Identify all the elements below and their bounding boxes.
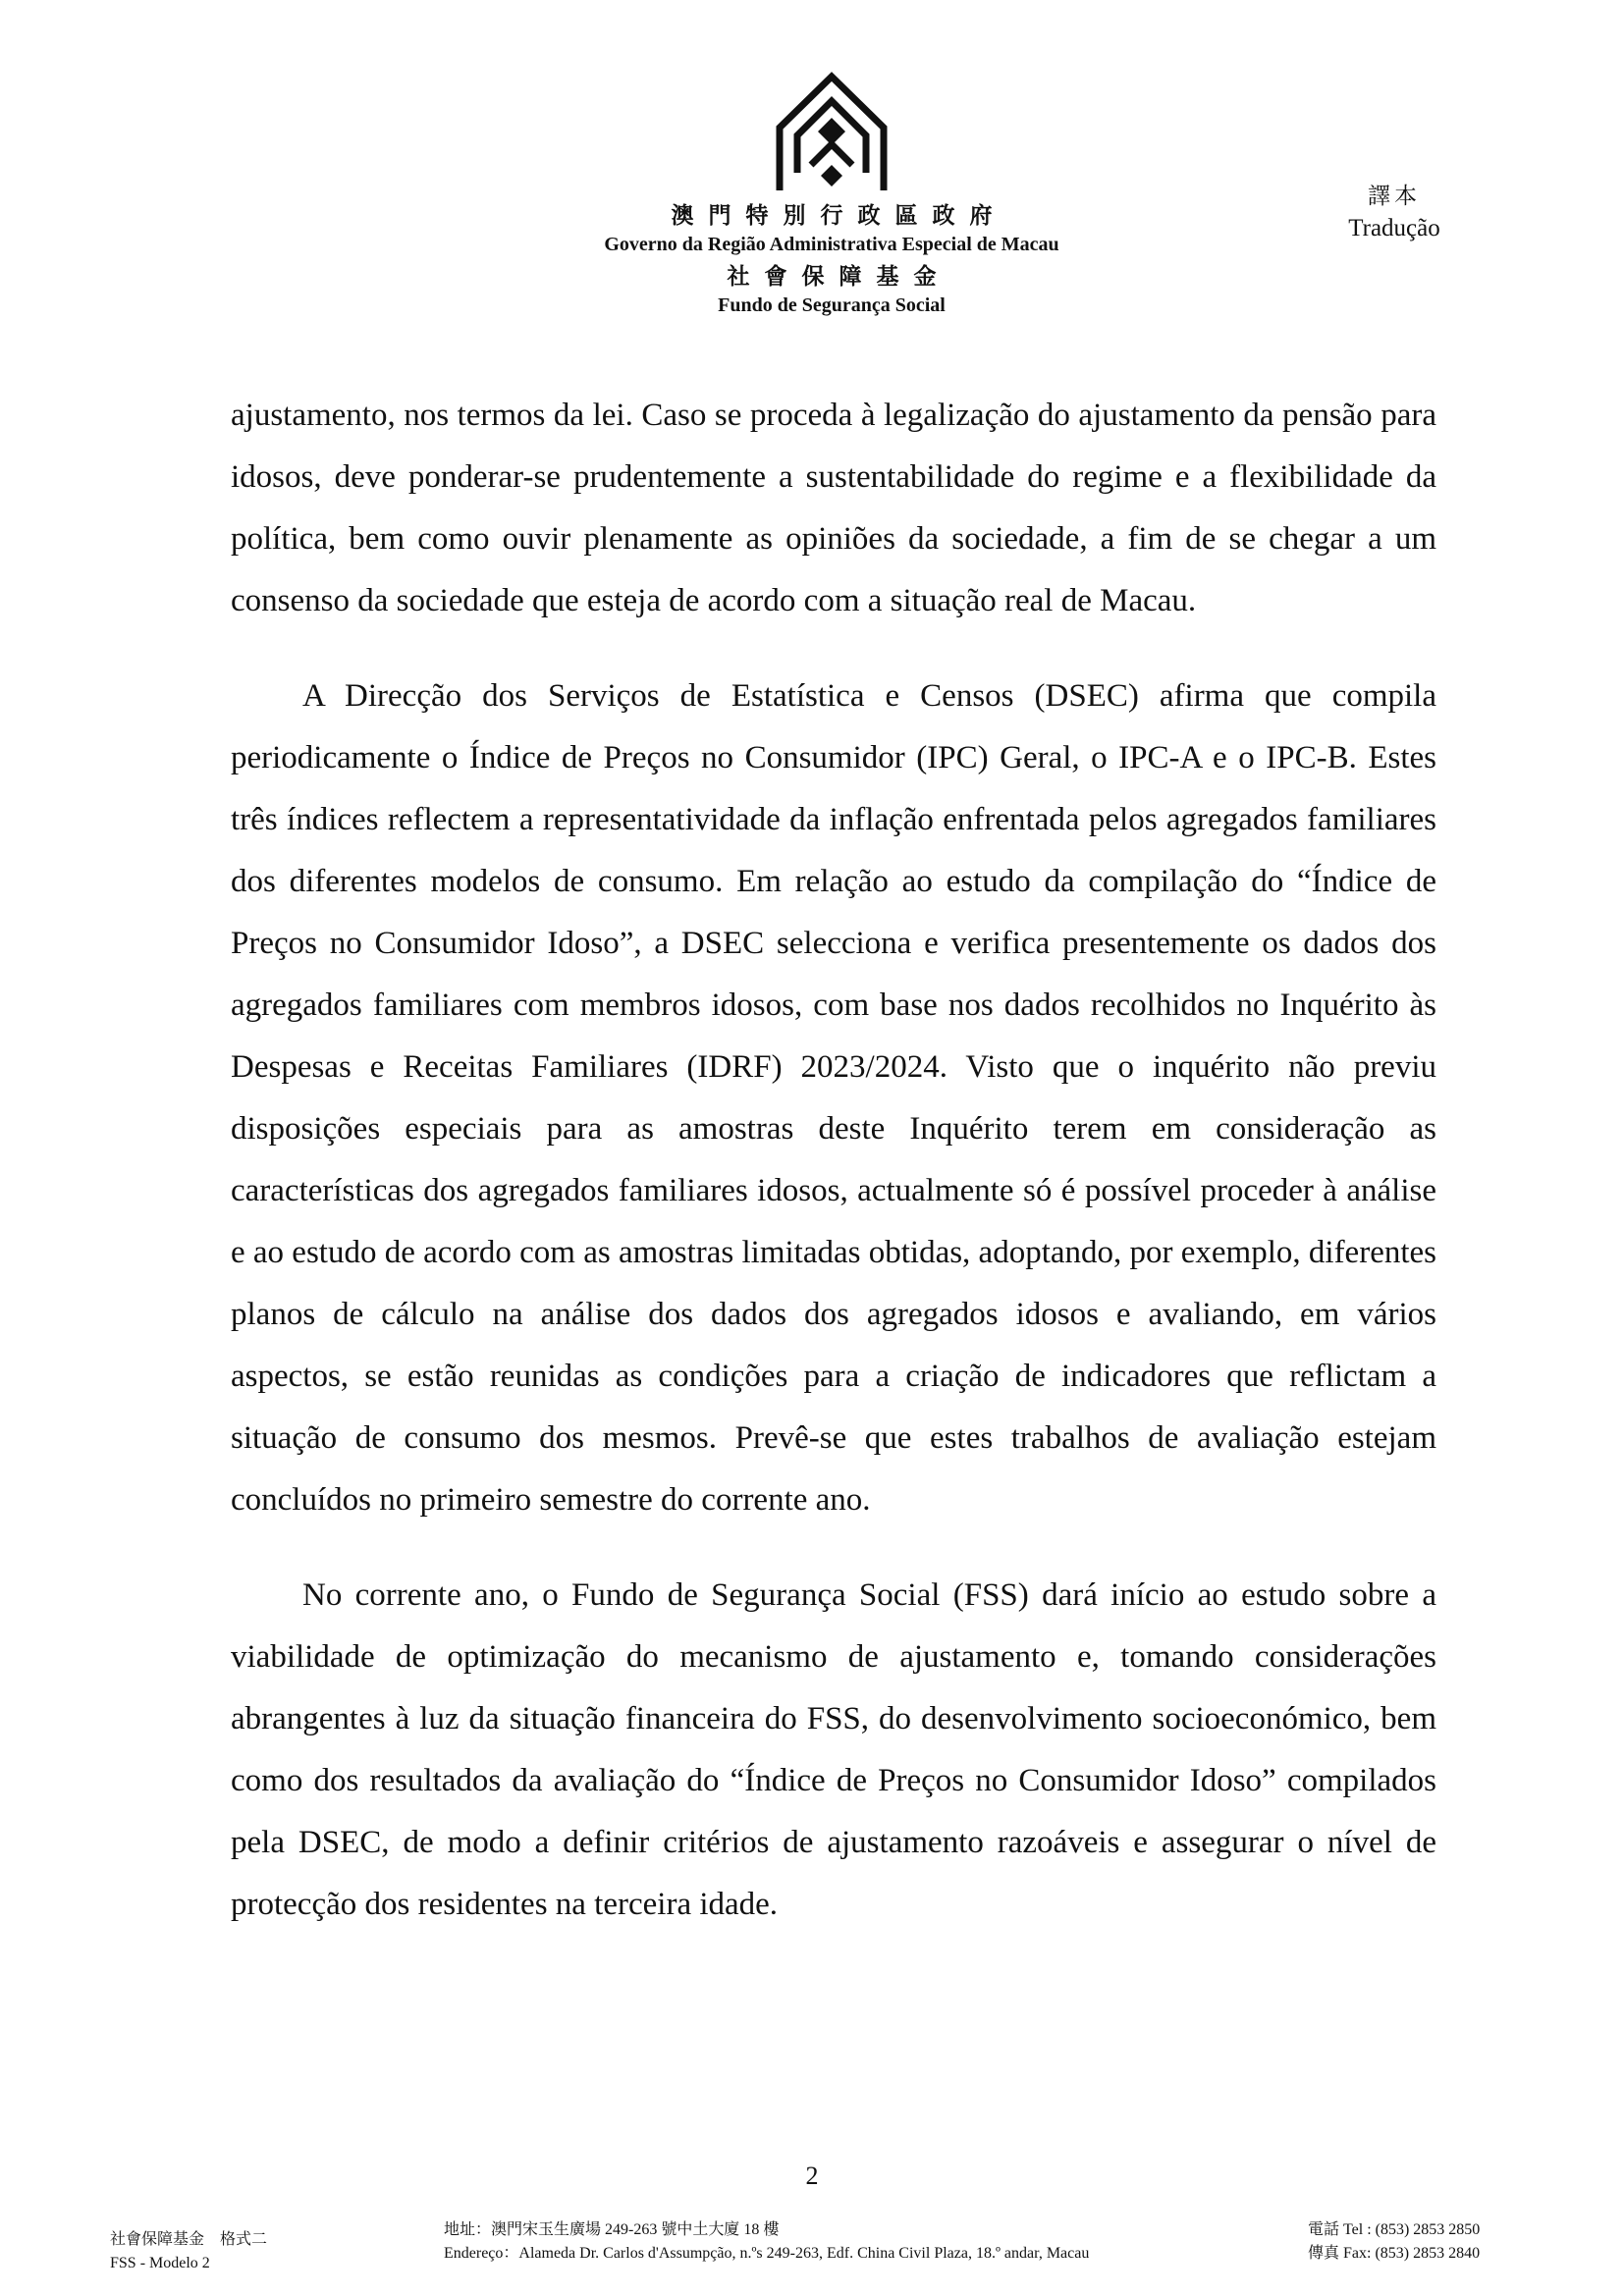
footer-form-pt: FSS - Modelo 2 (110, 2255, 210, 2271)
government-name-cn: 澳門特別行政區政府 (671, 203, 1007, 228)
footer-tel: 電話 Tel : (853) 2853 2850 (1308, 2221, 1481, 2238)
document-header (419, 200, 1244, 318)
footer-contact (1308, 2218, 1480, 2266)
footer-form-info (110, 2228, 267, 2275)
footer-address (444, 2218, 1089, 2266)
document-body (231, 385, 1436, 1969)
translation-label (1326, 181, 1463, 245)
footer-address-pt: Endereço：Alameda Dr. Carlos d'Assumpção, n.ºs 249-263, Edf. China Civil Plaza, 18.º andar, Macau (444, 2245, 1090, 2262)
fund-name-cn: 社會保障基金 (727, 264, 951, 289)
footer-form-cn: 社會保障基金 格式二 (110, 2231, 268, 2248)
fund-name-pt: Fundo de Segurança Social (718, 294, 946, 316)
footer-fax: 傳真 Fax: (853) 2853 2840 (1308, 2245, 1481, 2262)
footer-address-cn: 地址：澳門宋玉生廣場 249-263 號中土大廈 18 樓 (444, 2221, 780, 2238)
macau-sar-government-emblem-icon (774, 71, 890, 196)
government-name-pt: Governo da Região Administrativa Especial de Macau (604, 234, 1059, 255)
translation-label-pt: Tradução (1348, 215, 1440, 241)
paragraph: No corrente ano, o Fundo de Segurança Social (FSS) dará início ao estudo sobre a viabilidade de optimização do mecanismo de ajustamento e, tomando considerações abrangentes à luz da situação financeira do FSS, do desenvolvimento socioeconómico, bem como dos resultados da avaliação do “Índice de Preços no Consumidor Idoso” compilados pela DSEC, de modo a definir critérios de ajustamento razoáveis e assegurar o nível de protecção dos residentes na terceira idade. (231, 1577, 1436, 1922)
paragraph: ajustamento, nos termos da lei. Caso se proceda à legalização do ajustamento da pensão para idosos, deve ponderar-se prudentemente a sustentabilidade do regime e a flexibilidade da política, bem como ouvir plenamente as opiniões da sociedade, a fim de se chegar a um consenso da sociedade que esteja de acordo com a situação real de Macau. (231, 398, 1436, 618)
paragraph: A Direcção dos Serviços de Estatística e Censos (DSEC) afirma que compila periodicamente o Índice de Preços no Consumidor (IPC) Geral, o IPC-A e o IPC-B. Estes três índices reflectem a representatividade da inflação enfrentada pelos agregados familiares dos diferentes modelos de consumo. Em relação ao estudo da compilação do “Índice de Preços no Consumidor Idoso”, a DSEC selecciona e verifica presentemente os dados dos agregados familiares com membros idosos, com base nos dados recolhidos no Inquérito às Despesas e Receitas Familiares (IDRF) 2023/2024. Visto que o inquérito não previu disposições especiais para as amostras deste Inquérito terem em consideração as características dos agregados familiares idosos, actualmente só é possível proceder à análise e ao estudo de acordo com as amostras limitadas obtidas, adoptando, por exemplo, diferentes planos de cálculo na análise dos dados dos agregados idosos e avaliando, em vários aspectos, se estão reunidas as condições para a criação de indicadores que reflictam a situação de consumo dos mesmos. Prevê-se que estes trabalhos de avaliação estejam concluídos no primeiro semestre do corrente ano. (231, 678, 1436, 1518)
translation-label-cn: 譯本 (1368, 184, 1421, 208)
page-number: 2 (805, 2162, 819, 2190)
